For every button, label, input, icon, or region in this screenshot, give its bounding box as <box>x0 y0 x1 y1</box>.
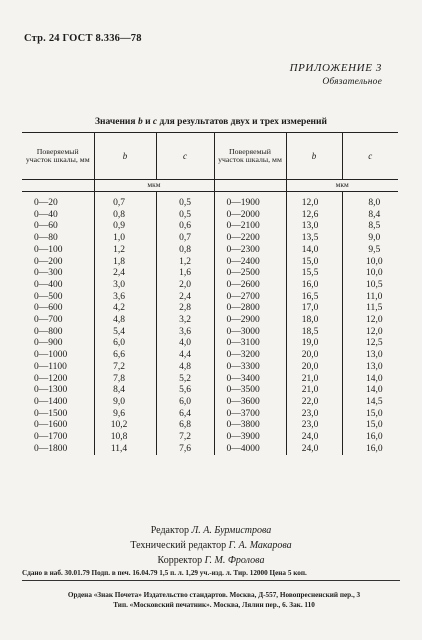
cell-c-right: 12,5 <box>342 338 398 350</box>
cell-section-right: 0—3000 <box>214 327 286 339</box>
cell-b-left: 2,4 <box>94 268 156 280</box>
cell-b-left: 4,8 <box>94 315 156 327</box>
cell-section-left: 0—1800 <box>34 443 68 454</box>
cell-section-left: 0—600 <box>34 303 63 314</box>
cell-b-left: 7,8 <box>94 374 156 386</box>
cell-section-right: 0—3100 <box>214 338 286 350</box>
cell-section-right: 0—2000 <box>214 210 286 222</box>
cell-c-left: 6,0 <box>156 397 214 409</box>
appendix-subtitle: Обязательное <box>322 77 382 87</box>
table-header-row <box>22 133 398 180</box>
cell-b-left: 7,2 <box>94 362 156 374</box>
cell-b-left: 9,6 <box>94 409 156 421</box>
unit-left: мкм <box>94 180 214 192</box>
cell-b-left: 10,2 <box>94 420 156 432</box>
cell-section-left: 0—900 <box>34 338 63 349</box>
cell-c-right: 10,5 <box>342 280 398 292</box>
table-row <box>22 362 398 374</box>
table-row <box>22 374 398 386</box>
col-header-section-left: Поверяемый участок шкалы, мм <box>22 133 94 180</box>
cell-b-right: 23,0 <box>286 409 342 421</box>
cell-section-right: 0—3200 <box>214 350 286 362</box>
cell-section-right: 0—2500 <box>214 268 286 280</box>
cell-c-right: 9,5 <box>342 245 398 257</box>
table-row <box>22 409 398 421</box>
cell-section-left: 0—800 <box>34 326 63 337</box>
cell-c-left: 3,2 <box>156 315 214 327</box>
cell-b-left: 5,4 <box>94 327 156 339</box>
cell-b-right: 16,5 <box>286 292 342 304</box>
editors-block <box>0 523 422 568</box>
cell-section-left: 0—400 <box>34 279 63 290</box>
cell-section-left: 0—100 <box>34 244 63 255</box>
cell-c-left: 0,6 <box>156 221 214 233</box>
cell-section-right: 0—2100 <box>214 221 286 233</box>
cell-c-left: 1,2 <box>156 257 214 269</box>
cell-c-left: 3,6 <box>156 327 214 339</box>
table-row <box>22 444 398 456</box>
cell-b-right: 15,0 <box>286 257 342 269</box>
imprint-line-3: Тип. «Московский печатник». Москва, Лялин пер., 6. Зак. 110 <box>113 601 315 609</box>
cell-c-left: 4,4 <box>156 350 214 362</box>
cell-section-right: 0—2900 <box>214 315 286 327</box>
cell-c-right: 10,0 <box>342 268 398 280</box>
table-row <box>22 268 398 280</box>
cell-c-left: 0,8 <box>156 245 214 257</box>
cell-b-right: 18,0 <box>286 315 342 327</box>
cell-b-left: 9,0 <box>94 397 156 409</box>
cell-section-right: 0—3300 <box>214 362 286 374</box>
cell-c-left: 4,0 <box>156 338 214 350</box>
cell-b-right: 12,0 <box>286 192 342 210</box>
cell-c-left: 2,0 <box>156 280 214 292</box>
cell-c-left: 7,6 <box>156 444 214 456</box>
cell-section-left: 0—1200 <box>34 373 68 384</box>
cell-c-right: 16,0 <box>342 432 398 444</box>
cell-b-right: 21,0 <box>286 374 342 386</box>
cell-section-left: 0—500 <box>34 291 63 302</box>
corrector-line: Корректор Г. М. Фролова <box>157 555 265 566</box>
cell-section-right: 0—2700 <box>214 292 286 304</box>
cell-c-left: 5,2 <box>156 374 214 386</box>
table-units-row <box>22 180 398 192</box>
table-row <box>22 432 398 444</box>
appendix-title: ПРИЛОЖЕНИЕ 3 <box>289 62 382 74</box>
table-row <box>22 327 398 339</box>
cell-c-right: 8,4 <box>342 210 398 222</box>
cell-section-left: 0—80 <box>34 233 58 244</box>
cell-b-left: 8,4 <box>94 385 156 397</box>
cell-c-right: 14,5 <box>342 397 398 409</box>
col-header-b-left: b <box>94 133 156 180</box>
cell-b-right: 24,0 <box>286 432 342 444</box>
cell-section-right: 0—2400 <box>214 257 286 269</box>
cell-b-right: 18,5 <box>286 327 342 339</box>
cell-section-left: 0—1700 <box>34 432 68 443</box>
cell-c-left: 0,7 <box>156 233 214 245</box>
cell-b-right: 13,5 <box>286 233 342 245</box>
cell-section-left: 0—300 <box>34 268 63 279</box>
table-row <box>22 280 398 292</box>
table-row <box>22 420 398 432</box>
cell-c-left: 0,5 <box>156 210 214 222</box>
values-table <box>22 132 398 455</box>
cell-section-left: 0—1600 <box>34 420 68 431</box>
cell-c-right: 12,0 <box>342 327 398 339</box>
cell-section-right: 0—2800 <box>214 303 286 315</box>
cell-b-left: 1,0 <box>94 233 156 245</box>
unit-right: мкм <box>286 180 398 192</box>
cell-b-left: 11,4 <box>94 444 156 456</box>
page-header: Стр. 24 ГОСТ 8.336—78 <box>24 33 142 44</box>
cell-b-right: 15,5 <box>286 268 342 280</box>
table-row <box>22 385 398 397</box>
cell-c-left: 5,6 <box>156 385 214 397</box>
cell-section-left: 0—1300 <box>34 385 68 396</box>
cell-c-right: 8,0 <box>342 192 398 210</box>
cell-b-right: 21,0 <box>286 385 342 397</box>
cell-b-right: 24,0 <box>286 444 342 456</box>
cell-c-left: 7,2 <box>156 432 214 444</box>
cell-section-right: 0—1900 <box>214 192 286 210</box>
cell-b-left: 10,8 <box>94 432 156 444</box>
cell-c-right: 10,0 <box>342 257 398 269</box>
table-row <box>22 245 398 257</box>
cell-b-left: 6,6 <box>94 350 156 362</box>
cell-section-left: 0—60 <box>34 221 58 232</box>
imprint-publisher <box>28 590 400 610</box>
cell-c-right: 12,0 <box>342 315 398 327</box>
cell-c-right: 13,0 <box>342 362 398 374</box>
table-row <box>22 315 398 327</box>
cell-c-right: 11,5 <box>342 303 398 315</box>
cell-section-right: 0—2200 <box>214 233 286 245</box>
table-caption: Значения b и c для результатов двух и трех измерений <box>95 117 327 127</box>
table-row <box>22 233 398 245</box>
cell-c-right: 14,0 <box>342 374 398 386</box>
cell-b-left: 3,0 <box>94 280 156 292</box>
cell-c-left: 6,8 <box>156 420 214 432</box>
cell-b-right: 12,6 <box>286 210 342 222</box>
cell-b-right: 19,0 <box>286 338 342 350</box>
table-row <box>22 210 398 222</box>
cell-section-right: 0—2300 <box>214 245 286 257</box>
cell-section-left: 0—1500 <box>34 408 68 419</box>
cell-c-left: 2,8 <box>156 303 214 315</box>
cell-b-left: 1,8 <box>94 257 156 269</box>
table-row <box>22 303 398 315</box>
col-header-b-right: b <box>286 133 342 180</box>
cell-b-left: 3,6 <box>94 292 156 304</box>
tech-editor-line: Технический редактор Г. А. Макарова <box>130 540 292 551</box>
cell-b-right: 22,0 <box>286 397 342 409</box>
col-header-c-right: c <box>342 133 398 180</box>
cell-section-left: 0—1100 <box>34 361 67 372</box>
cell-c-left: 6,4 <box>156 409 214 421</box>
cell-b-left: 0,8 <box>94 210 156 222</box>
col-header-section-right: Поверяемый участок шкалы, мм <box>214 133 286 180</box>
cell-b-left: 4,2 <box>94 303 156 315</box>
table-row <box>22 257 398 269</box>
cell-b-right: 23,0 <box>286 420 342 432</box>
table-row <box>22 221 398 233</box>
table-row <box>22 350 398 362</box>
cell-c-left: 0,5 <box>156 192 214 210</box>
cell-b-left: 6,0 <box>94 338 156 350</box>
cell-b-right: 20,0 <box>286 350 342 362</box>
table-body <box>22 192 398 456</box>
cell-c-right: 11,0 <box>342 292 398 304</box>
table-row <box>22 338 398 350</box>
cell-b-left: 0,7 <box>94 192 156 210</box>
table-row <box>22 397 398 409</box>
cell-section-left: 0—700 <box>34 315 63 326</box>
cell-section-left: 0—1000 <box>34 350 68 361</box>
cell-c-left: 4,8 <box>156 362 214 374</box>
cell-section-left: 0—1400 <box>34 396 68 407</box>
cell-b-left: 0,9 <box>94 221 156 233</box>
cell-b-right: 16,0 <box>286 280 342 292</box>
imprint-line-1: Сдано в наб. 30.01.79 Подп. в печ. 16.04.79 1,5 п. л. 1,29 уч.-изд. л. Тир. 12000 Цена 5 коп. <box>22 569 307 577</box>
cell-section-right: 0—4000 <box>214 444 286 456</box>
cell-c-left: 1,6 <box>156 268 214 280</box>
imprint-line-2: Ордена «Знак Почета» Издательство стандартов. Москва, Д-557, Новопресненский пер., 3 <box>67 591 361 599</box>
cell-c-right: 14,0 <box>342 385 398 397</box>
cell-c-right: 15,0 <box>342 420 398 432</box>
cell-b-left: 1,2 <box>94 245 156 257</box>
col-header-c-left: c <box>156 133 214 180</box>
table-row <box>22 292 398 304</box>
cell-b-right: 17,0 <box>286 303 342 315</box>
cell-section-right: 0—3900 <box>214 432 286 444</box>
cell-b-right: 20,0 <box>286 362 342 374</box>
cell-c-right: 9,0 <box>342 233 398 245</box>
imprint-divider <box>22 580 400 581</box>
cell-c-right: 13,0 <box>342 350 398 362</box>
cell-section-right: 0—2600 <box>214 280 286 292</box>
table-row <box>22 192 398 210</box>
cell-b-right: 14,0 <box>286 245 342 257</box>
editor-line: Редактор Л. А. Бурмистрова <box>150 525 272 536</box>
cell-section-right: 0—3700 <box>214 409 286 421</box>
cell-c-right: 15,0 <box>342 409 398 421</box>
cell-section-right: 0—3800 <box>214 420 286 432</box>
cell-section-left: 0—20 <box>34 198 58 208</box>
cell-section-right: 0—3500 <box>214 385 286 397</box>
cell-b-right: 13,0 <box>286 221 342 233</box>
cell-section-left: 0—200 <box>34 256 63 267</box>
cell-section-right: 0—3600 <box>214 397 286 409</box>
cell-section-left: 0—40 <box>34 209 58 220</box>
appendix-heading <box>290 62 382 87</box>
cell-c-right: 16,0 <box>342 444 398 456</box>
cell-section-right: 0—3400 <box>214 374 286 386</box>
cell-c-right: 8,5 <box>342 221 398 233</box>
cell-c-left: 2,4 <box>156 292 214 304</box>
